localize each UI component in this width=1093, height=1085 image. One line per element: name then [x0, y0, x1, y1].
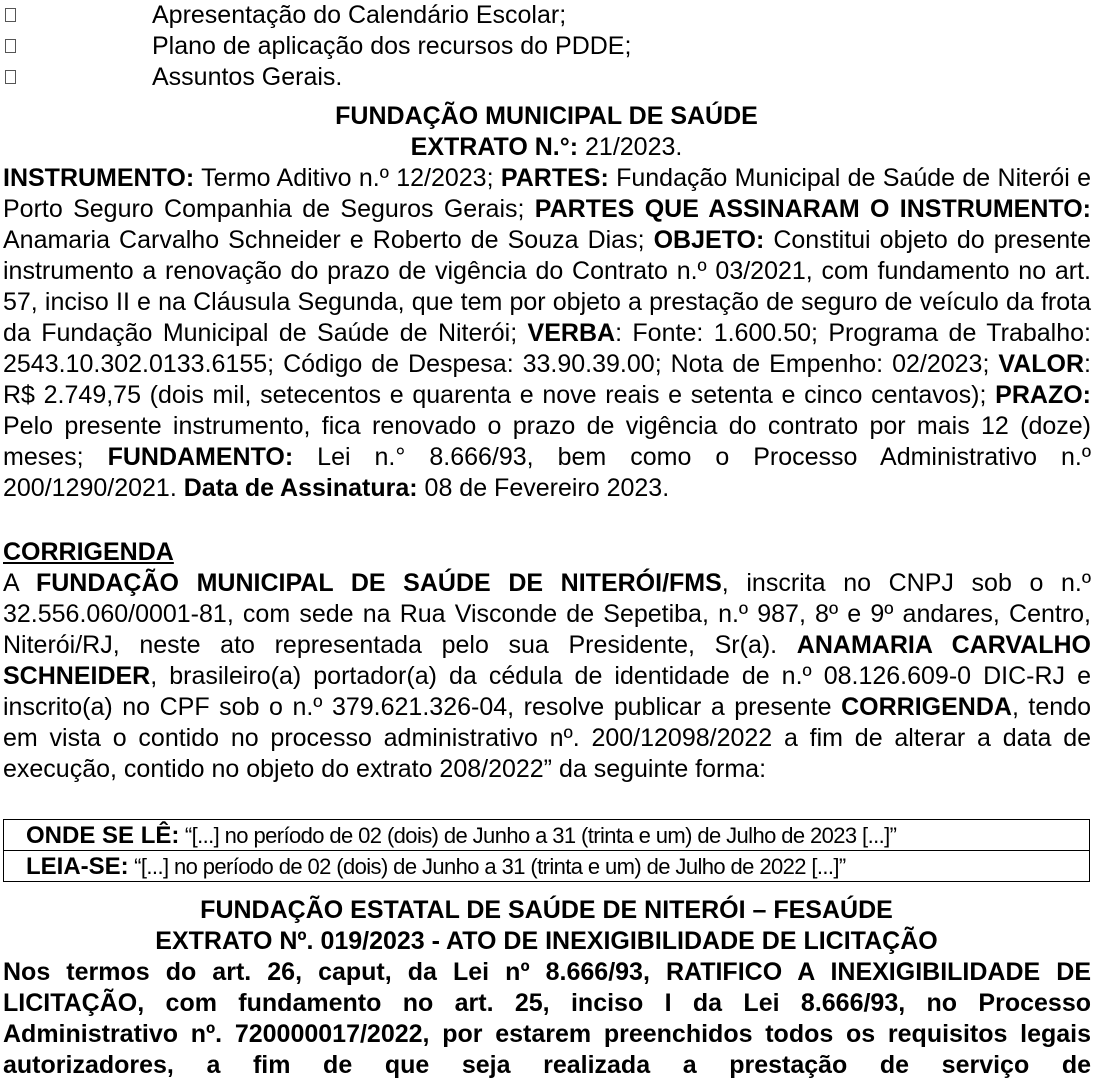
valor-text: : R$ 2.749,75 (dois mil, setecentos e quarenta e nove reais e setenta e cinco centavos);	[3, 350, 1091, 409]
corrigenda-text: A	[3, 569, 36, 597]
corrigenda-text: , inscrita no CNPJ sob o n.º 32.556.060/0001-81, com sede na Rua Visconde de Sepetiba, n.º 987, 8º e 9º andares, Centro, Niterói/RJ, neste ato representada pelo sua Presidente, Sr(a).	[3, 569, 1092, 659]
verba-label: VERBA	[527, 319, 616, 347]
instrumento-label: INSTRUMENTO:	[3, 164, 195, 192]
agenda-item-text: Apresentação do Calendário Escolar;	[152, 1, 567, 29]
fundamento-label: FUNDAMENTO:	[107, 443, 294, 471]
prazo-text: Pelo presente instrumento, fica renovado o prazo de vigência do contrato por mais 12 (doze) meses;	[3, 412, 1091, 471]
agenda-item	[0, 62, 1093, 93]
onde-se-le-text: “[...] no período de 02 (dois) de Junho a 31 (trinta e um) de Julho de 2023 [...]”	[179, 822, 897, 848]
verba-text: : Fonte: 1.600.50; Programa de Trabalho: 2543.10.302.0133.6155; Código de Despesa: 33.90.39.00; Nota de Empenho: 02/2023;	[3, 319, 1091, 378]
assinaram-label: PARTES QUE ASSINARAM O INSTRUMENTO:	[534, 195, 1091, 223]
fundamento-text: Lei n.° 8.666/93, bem como o Processo Administrativo n.º 200/1290/2021.	[3, 443, 1091, 502]
bullet-box-icon	[5, 70, 16, 84]
assinaram-text: Anamaria Carvalho Schneider e Roberto de Souza Dias;	[3, 226, 654, 254]
objeto-label: OBJETO:	[653, 226, 765, 254]
agenda-item-text: Plano de aplicação dos recursos do PDDE;	[152, 32, 632, 60]
agenda-list	[0, 0, 1093, 93]
partes-text: Fundação Municipal de Saúde de Niterói e Porto Seguro Companhia de Seguros Gerais;	[3, 164, 1092, 223]
fms-extrato-line	[0, 132, 1093, 163]
agenda-item	[0, 0, 1093, 31]
agenda-item	[0, 31, 1093, 62]
leia-se-label: LEIA-SE:	[26, 852, 129, 880]
onde-se-le-cell	[4, 820, 1090, 851]
leia-se-cell	[4, 851, 1090, 882]
instrumento-text: Termo Aditivo n.º 12/2023;	[194, 164, 501, 192]
fms-title: FUNDAÇÃO MUNICIPAL DE SAÚDE	[335, 102, 758, 130]
leia-se-text: “[...] no período de 02 (dois) de Junho a 31 (trinta e um) de Julho de 2022 [...]”	[128, 853, 846, 879]
valor-label: VALOR	[998, 350, 1085, 378]
corrigenda-person: ANAMARIA CARVALHO SCHNEIDER	[3, 631, 1091, 690]
corrigenda-word: CORRIGENDA	[841, 693, 1012, 721]
corrigenda-text: , tendo em vista o contido no processo administrativo nº. 200/12098/2022 a fim de alterar a data de execução, contido no objeto do extrato 208/2022” da seguinte forma:	[3, 693, 1091, 783]
onde-se-le-label: ONDE SE LÊ:	[26, 821, 180, 849]
corrigenda-text: , brasileiro(a) portador(a) da cédula de identidade de n.º 08.126.609-0 DIC-RJ e inscrito(a) no CPF sob o n.º 379.621.326-04, resolve publicar a presente	[3, 662, 1091, 721]
data-assinatura-text: 08 de Fevereiro 2023.	[417, 474, 670, 502]
fesaude-subtitle: EXTRATO Nº. 019/2023 - ATO DE INEXIGIBILIDADE DE LICITAÇÃO	[155, 927, 938, 955]
bullet-box-icon	[5, 8, 16, 22]
fesaude-body	[3, 957, 1091, 1081]
bullet-box-icon	[5, 39, 16, 53]
fesaude-body-text: Nos termos do art. 26, caput, da Lei nº 8.666/93, RATIFICO A INEXIGIBILIDADE DE LICITAÇÃO, com fundamento no art. 25, inciso I da Lei 8.666/93, no Processo Administrativo nº. 720000017/2022, por estarem preenchidos todos os requisitos legais autorizadores, a fim de que seja realizada a prestação de serviço de	[3, 958, 1091, 1079]
partes-label: PARTES:	[500, 164, 609, 192]
agenda-item-text: Assuntos Gerais.	[152, 63, 343, 91]
objeto-text: Constitui objeto do presente instrumento a renovação do prazo de vigência do Contrato n.º 03/2021, com fundamento no art. 57, inciso II e na Cláusula Segunda, que tem por objeto a prestação de seguro de veículo da frota da Fundação Municipal de Saúde de Niterói;	[3, 226, 1092, 347]
fms-extrato-body	[3, 163, 1091, 504]
prazo-label: PRAZO:	[995, 381, 1091, 409]
data-assinatura-label: Data de Assinatura:	[183, 474, 418, 502]
fms-extrato-label: EXTRATO N.°:	[410, 133, 579, 161]
corrigenda-entity: FUNDAÇÃO MUNICIPAL DE SAÚDE DE NITERÓI/FMS	[35, 569, 722, 597]
corrigenda-heading: CORRIGENDA	[3, 538, 174, 566]
table-row	[4, 820, 1090, 851]
fesaude-title: FUNDAÇÃO ESTATAL DE SAÚDE DE NITERÓI – FESAÚDE	[200, 896, 893, 924]
fms-extrato-value: 21/2023.	[578, 133, 683, 161]
correction-table	[3, 819, 1090, 882]
corrigenda-body	[3, 568, 1091, 785]
table-row	[4, 851, 1090, 882]
